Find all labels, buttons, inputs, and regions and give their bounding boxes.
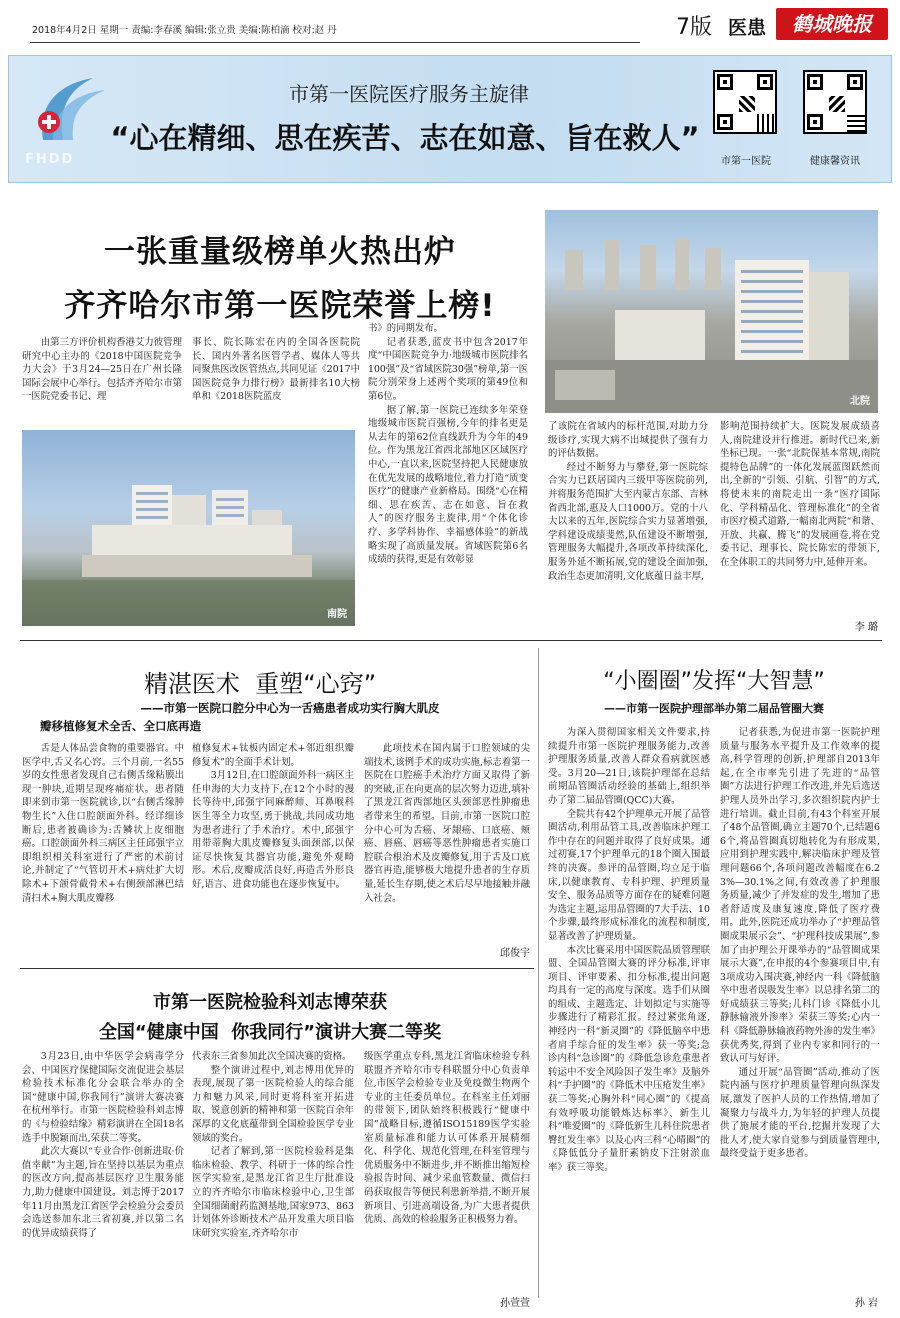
article2-title: 精湛医术 重塑“心窍” <box>143 670 377 698</box>
article3-subtitle: ——市第一医院护理部举办第二届品管圈大赛 <box>604 702 824 715</box>
article4-para: 整个演讲过程中,刘志博用优异的表现,展现了第一医院检验人的综合能力和魅力风采,同时更将科室开拓进取、锐意创新的精神和第一医院百余年深厚的文化底蕴带到全国检验医学专业领域的奖台。 <box>192 1064 354 1144</box>
qr2-label: 健康馨资讯 <box>810 156 860 167</box>
article2-col2 <box>192 742 354 960</box>
article1-para: 据了解,第一医院已连续多年荣登地级城市医院百强榜,今年的排名更是从去年的第62位直线跃升为今年的49位。作为黑龙江省西北部地区区域医疗中心,一直以来,医院坚持把人民健康放在优先发展的战略地位,着力打造“质变医疗”的健康产业新格局。围绕“心在精细、思在疾苦、志在如意、旨在救人”的医疗服务主旋律,用“个体化诊疗、多学科协作、幸福感体验”的新战略实现了高质量发展。省域医院第6名成绩的获得,更是有效彰显 <box>368 404 528 566</box>
article3-col2 <box>720 726 880 1292</box>
qr-code-hospital <box>713 70 777 134</box>
article1-para: 事长、院长陈宏在内的全国各医院院长、国内外著名医管学者、媒体人等共同聚焦医改医管热点,共同见证《2017中国医院竞争力排行榜》最新排名10大榜单和《2018医院蓝皮 <box>192 337 360 403</box>
article2-para: 舌是人体品尝食物的重要器官。中医学中,舌又名心窍。三个月前,一名55岁的女性患者发现自己右侧舌缘粘膜出现一肿块,近期呈现疼痛症状。患者随即来到市第一医院就诊,以“右侧舌缘肿物生长”入住口腔颌面外科。经详细诊断后,患者被确诊为:舌鳞状上皮细胞癌。口腔颌面外科三病区主任邱强宇立即组织相关科室进行了严密的术前讨论,并制定了“气管切开术+病灶扩大切除术+下颌骨截骨术+右侧颈部淋巴结清扫术+胸大肌皮瓣移 <box>22 743 184 904</box>
hospital-logo-icon <box>23 70 113 150</box>
article1-col4 <box>548 420 708 632</box>
page-number: 7版 <box>676 15 712 40</box>
header-bar <box>0 0 900 50</box>
article1-col5 <box>720 420 880 618</box>
logo-text: FHDD <box>25 152 75 167</box>
column-divider <box>538 648 539 1298</box>
article2-col3 <box>364 742 530 946</box>
article1-para: 由第三方评价机构香港艾力彼管理研究中心主办的《2018中国医院竞争力大会》于3月24—25日在广州长隆国际会展中心举行。包括齐齐哈尔市第一医院党委书记、理 <box>22 337 182 403</box>
banner <box>8 55 892 183</box>
article4-col2 <box>192 1050 354 1306</box>
north-campus-photo <box>545 210 878 413</box>
article4-col3 <box>364 1050 530 1294</box>
masthead-logo: 鹤城晚报 <box>776 8 888 40</box>
article4-para: 代表东三省参加此次全国决赛的资格。 <box>192 1051 352 1062</box>
article3-author: 孙 岩 <box>854 1298 878 1309</box>
article4-para: 3月23日,由中华医学会病毒学分会、中国医疗保健国际交流促进会基层检验技术标准化分会联合举办的全国“健康中国,你我同行”演讲大赛决赛在杭州举行。市第一医院检验科刘志博的《与检验结缘》精彩演讲在全国18名选手中脱颖而出,荣获二等奖。 <box>22 1051 184 1144</box>
south-campus-photo <box>22 430 355 626</box>
banner-slogan: “心在精细、思在疾苦、志在如意、旨在救人” <box>110 121 700 155</box>
article2-author: 邱俊宇 <box>500 948 530 959</box>
article3-col1 <box>548 726 710 1298</box>
article1-para: 了该院在省域内的标杆范围,对助力分级诊疗,实现大病不出城提供了强有力的评估数据。 <box>548 421 708 460</box>
banner-subtitle: 市第一医院医疗服务主旋律 <box>289 82 529 106</box>
article1-para: 影响范围持续扩大。医院发展成绩喜人,南院建设并行推进。新时代已来,新坐标已现。一张“北院保基本常规,南院提特色品牌”的一体化发展蓝图跃然而出,全新的“引领、引航、引智”的方式,将使未来的南院走出一条“医疗国际化、学科精品化、管理标准化”的全省市医疗模式道路,一幅南北两院“和谐、开放、共赢、腾飞”的发展画卷,将在党委书记、理事长、院长陈宏的带领下,在全体职工的共同努力中,延伸开来。 <box>720 421 880 568</box>
article4-title-line2: 全国“健康中国 你我同行”演讲大赛二等奖 <box>98 1022 442 1043</box>
header-divider <box>30 42 640 43</box>
south-campus-label: 南院 <box>327 609 347 620</box>
section-divider-2 <box>20 968 534 969</box>
article2-subtitle-2: 瓣移植修复术全舌、全口底再造 <box>40 719 201 733</box>
article1-col2 <box>192 336 360 418</box>
article4-para: 记者了解到,第一医院检验科是集临床检验、教学、科研于一体的综合性医学实验室,是黑龙江省卫生厅批准设立的齐齐哈尔市临床检验中心,卫生部全国细菌耐药监测基地,国家973、863计划体外诊断技术产品开发重大项目临床研究实验室,齐齐哈尔市 <box>192 1146 354 1239</box>
article1-title-line2: 齐齐哈尔市第一医院荣誉上榜! <box>64 288 496 324</box>
article2-para: 植修复术+钛板内固定术+邻近组织瓣修复术”的全面手术计划。 <box>192 743 354 768</box>
article2-subtitle-1: ——市第一医院口腔分中心为一舌癌患者成功实行胸大肌皮 <box>140 701 440 715</box>
article3-para: 记者获悉,为促进市第一医院护理质量与服务水平提升及工作效率的提高,科学管理的创新,护理部自2013年起,在全市率先引进了先进的“品管圈”方法进行护理工作改进,并先后选送护理人员外出学习,多次组织院内护士进行培训。截止目前,有43个科室开展了48个品管圈,确立主题70个,已结题66个,将品管圈真切地转化为有形成果,应用到护理实践中,解决临床护理及管理问题66个,各项问题改善幅度在6.23%—30.1%之间,有效改善了护理服务质量,减少了并发症的发生,增加了患者舒适度及康复速度,降低了医疗费用。此外,医院还成功举办了“护理品管圈成果展示会”、“护理科技成果展”,参加了由护理公开课举办的“品管圈成果展示大赛”,在申报的4个参赛项目中,有3项成功入围决赛,神经内一科《降低脑卒中患者误吸发生率》以总排名第二的好成绩获三等奖;儿科门诊《降低小儿静脉输液外渗率》荣获三等奖;心内一科《降低静脉输液药物外渗的发生率》获优秀奖,得到了业内专家和同行的一致认可与好评。 <box>720 727 880 1065</box>
article4-col1 <box>22 1050 184 1306</box>
qr-code-health <box>803 70 867 134</box>
article4-para: 此次大赛以“专业合作·创新进取·价值幸献”为主题,旨在坚持以基层为重点的医改方向,提高基层医疗卫生服务能力,助力健康中国建设。刘志博于2017年11月由黑龙江省医学会检验分会委员会选送参加东北三省初赛,并以第二名的优异成绩获得了 <box>22 1146 184 1239</box>
section-divider-1 <box>20 640 882 641</box>
article2-para: 此项技术在国内属于口腔领域的尖端技术,该例手术的成功实施,标志着第一医院在口腔癌手术治疗方面又取得了新的突破,正在向更高的层次努力迈进,填补了黑龙江省西部地区头颈部恶性肿瘤患者带来生的希望。目前,市第一医院口腔分中心可为舌癌、牙龈癌、口底癌、颊癌、唇癌、唇癌等恶性肿瘤患者实施口腔联合根治术及皮瓣修复,用于舌及口底器官再造,能够极大地提升患者的生存质量,延长生存期,使之术后尽早地接触并融入社会。 <box>364 743 530 904</box>
article3-title: “小圈圈”发挥“大智慧” <box>603 669 825 694</box>
north-campus-label: 北院 <box>850 396 870 407</box>
qr1-label: 市第一医院 <box>721 156 771 167</box>
article2-para: 3月12日,在口腔颌面外科一病区主任申海的大力支持下,在12个小时的漫长等待中,邱强宇同麻醉师、耳鼻喉科医生等全力攻坚,勇于挑战,共同成功地为患者进行了手术治疗。术中,邱强宇用带蒂胸大肌皮瓣修复头面颈部,以保证尽快恢复其器官功能,避免外观畸形。术后,皮瓣成活良好,再造舌外形良好,语言、进食功能也在逐步恢复中。 <box>192 770 354 890</box>
date-line: 2018年4月2日 星期一 责编:李春溪 编辑:张立贵 美编:陈柏滴 校对:赵 丹 <box>32 25 337 36</box>
article1-col3 <box>368 322 528 628</box>
article2-col1 <box>22 742 184 960</box>
article1-para: 记者获悉,蓝皮书中包含2017年度“中国医院竞争力·地级城市医院排名100强”及“省域医院30强”榜单,第一医院分别荣身上述两个奖项的第49位和第6位。 <box>368 336 528 402</box>
article1-col1 <box>22 336 182 418</box>
article1-author: 李 璐 <box>854 622 878 633</box>
article3-para: 为深入贯彻国家相关文件要求,持续提升市第一医院护理服务能力,改善护理服务质量,改善人群众看病就医感受。3月20—21日,该院护理部在总结前期品管圈活动经验的基础上,组织举办了第二届品管圈(QCC)大赛。 <box>548 727 710 806</box>
article1-para: 书》的同期发布。 <box>368 323 444 334</box>
article4-para: 级医学重点专科,黑龙江省临床检验专科联盟齐齐哈尔市专科联盟分中心负责单位,市医学会检验专业及免疫微生物两个专业的主任委员单位。在科室主任刘丽的带领下,团队始终积极践行“健康中国”战略目标,遵循ISO15189医学实验室质量标准和能力认可体系开展精细化、科学化、规范化管理,在科室管理与优质服务中不断进步,并不断推出缩短检验报告时间、减少采血管数量、微信扫码获取报告等便民利患新举措,不断开展新项目、引进高端设备,为广大患者提供优质、高效的检验服务正积极努力着。 <box>364 1051 530 1226</box>
article4-title-line1: 市第一医院检验科刘志博荣获 <box>153 992 387 1013</box>
article3-para: 本次比赛采用中国医院品质管理联盟、全国品管圈大赛的评分标准,评审项目、评审要素、扣分标准,提出问题均具有一定的高度与深度。选手们从圈的组成、主题选定、计划拟定与实施等步骤进行了精彩汇报。经过紧张角逐,神经内一科“新灵圈”的《降低脑卒中患者肩手综合征的发生率》获一等奖;急诊内科“急诊圈”的《降低急诊危重患者转运中不安全风险因子发生率》及脑外科“手护圈”的《降低术中压疮发生率》获二等奖;心胸外科“同心圈”的《提高有效呼吸功能锻炼达标率》、新生儿科“唯爱圈”的《降低新生儿科住院患者臀红发生率》以及心内三科“心晴圈”的《降低低分子量肝素钠皮下注射淤血率》获三等奖。 <box>548 944 710 1173</box>
article3-para: 全院共有42个护理单元开展了品管圈活动,利用品管工具,改善临床护理工作中存在的问题并取得了良好成果。通过初赛,17个护理单元的18个圈入围最终的决赛。参评的品管圈,均立足于临床,以健康教育、专科护理、护理质量安全、服务品质等方面存在的疑难问题为选定主题,运用品管圈的7大手法、10个步骤,最终形成标准化的流程和制度,显著改善了护理质量。 <box>548 808 710 942</box>
article1-title-line1: 一张重量级榜单火热出炉 <box>104 234 456 270</box>
section-name: 医患 <box>728 17 767 39</box>
article4-author: 孙萱萱 <box>500 1298 530 1309</box>
article3-para: 通过开展“品管圈”活动,推动了医院内涵与医疗护理质量管理向纵深发展,激发了医护人员的工作热情,增加了凝聚力与战斗力,为年轻的护理人员提供了施展才能的平台,挖掘并发现了大批人才,使大家自觉参与到质量管理中,最终受益于更多患者。 <box>720 1066 880 1160</box>
article1-para: 经过不断努力与攀登,第一医院综合实力已跃居国内三级甲等医院前列,并将服务范围扩大至内蒙古东部、吉林省西北部,惠及人口1000万。党的十八大以来的五年,医院综合实力显著增强,学科建设成绩斐然,队伍建设不断增强,管理服务大幅提升,各项改革持续深化,服务外延不断拓展,党的建设全面加强,政治生态更加清明,文化底蕴日益丰厚, <box>548 461 708 582</box>
